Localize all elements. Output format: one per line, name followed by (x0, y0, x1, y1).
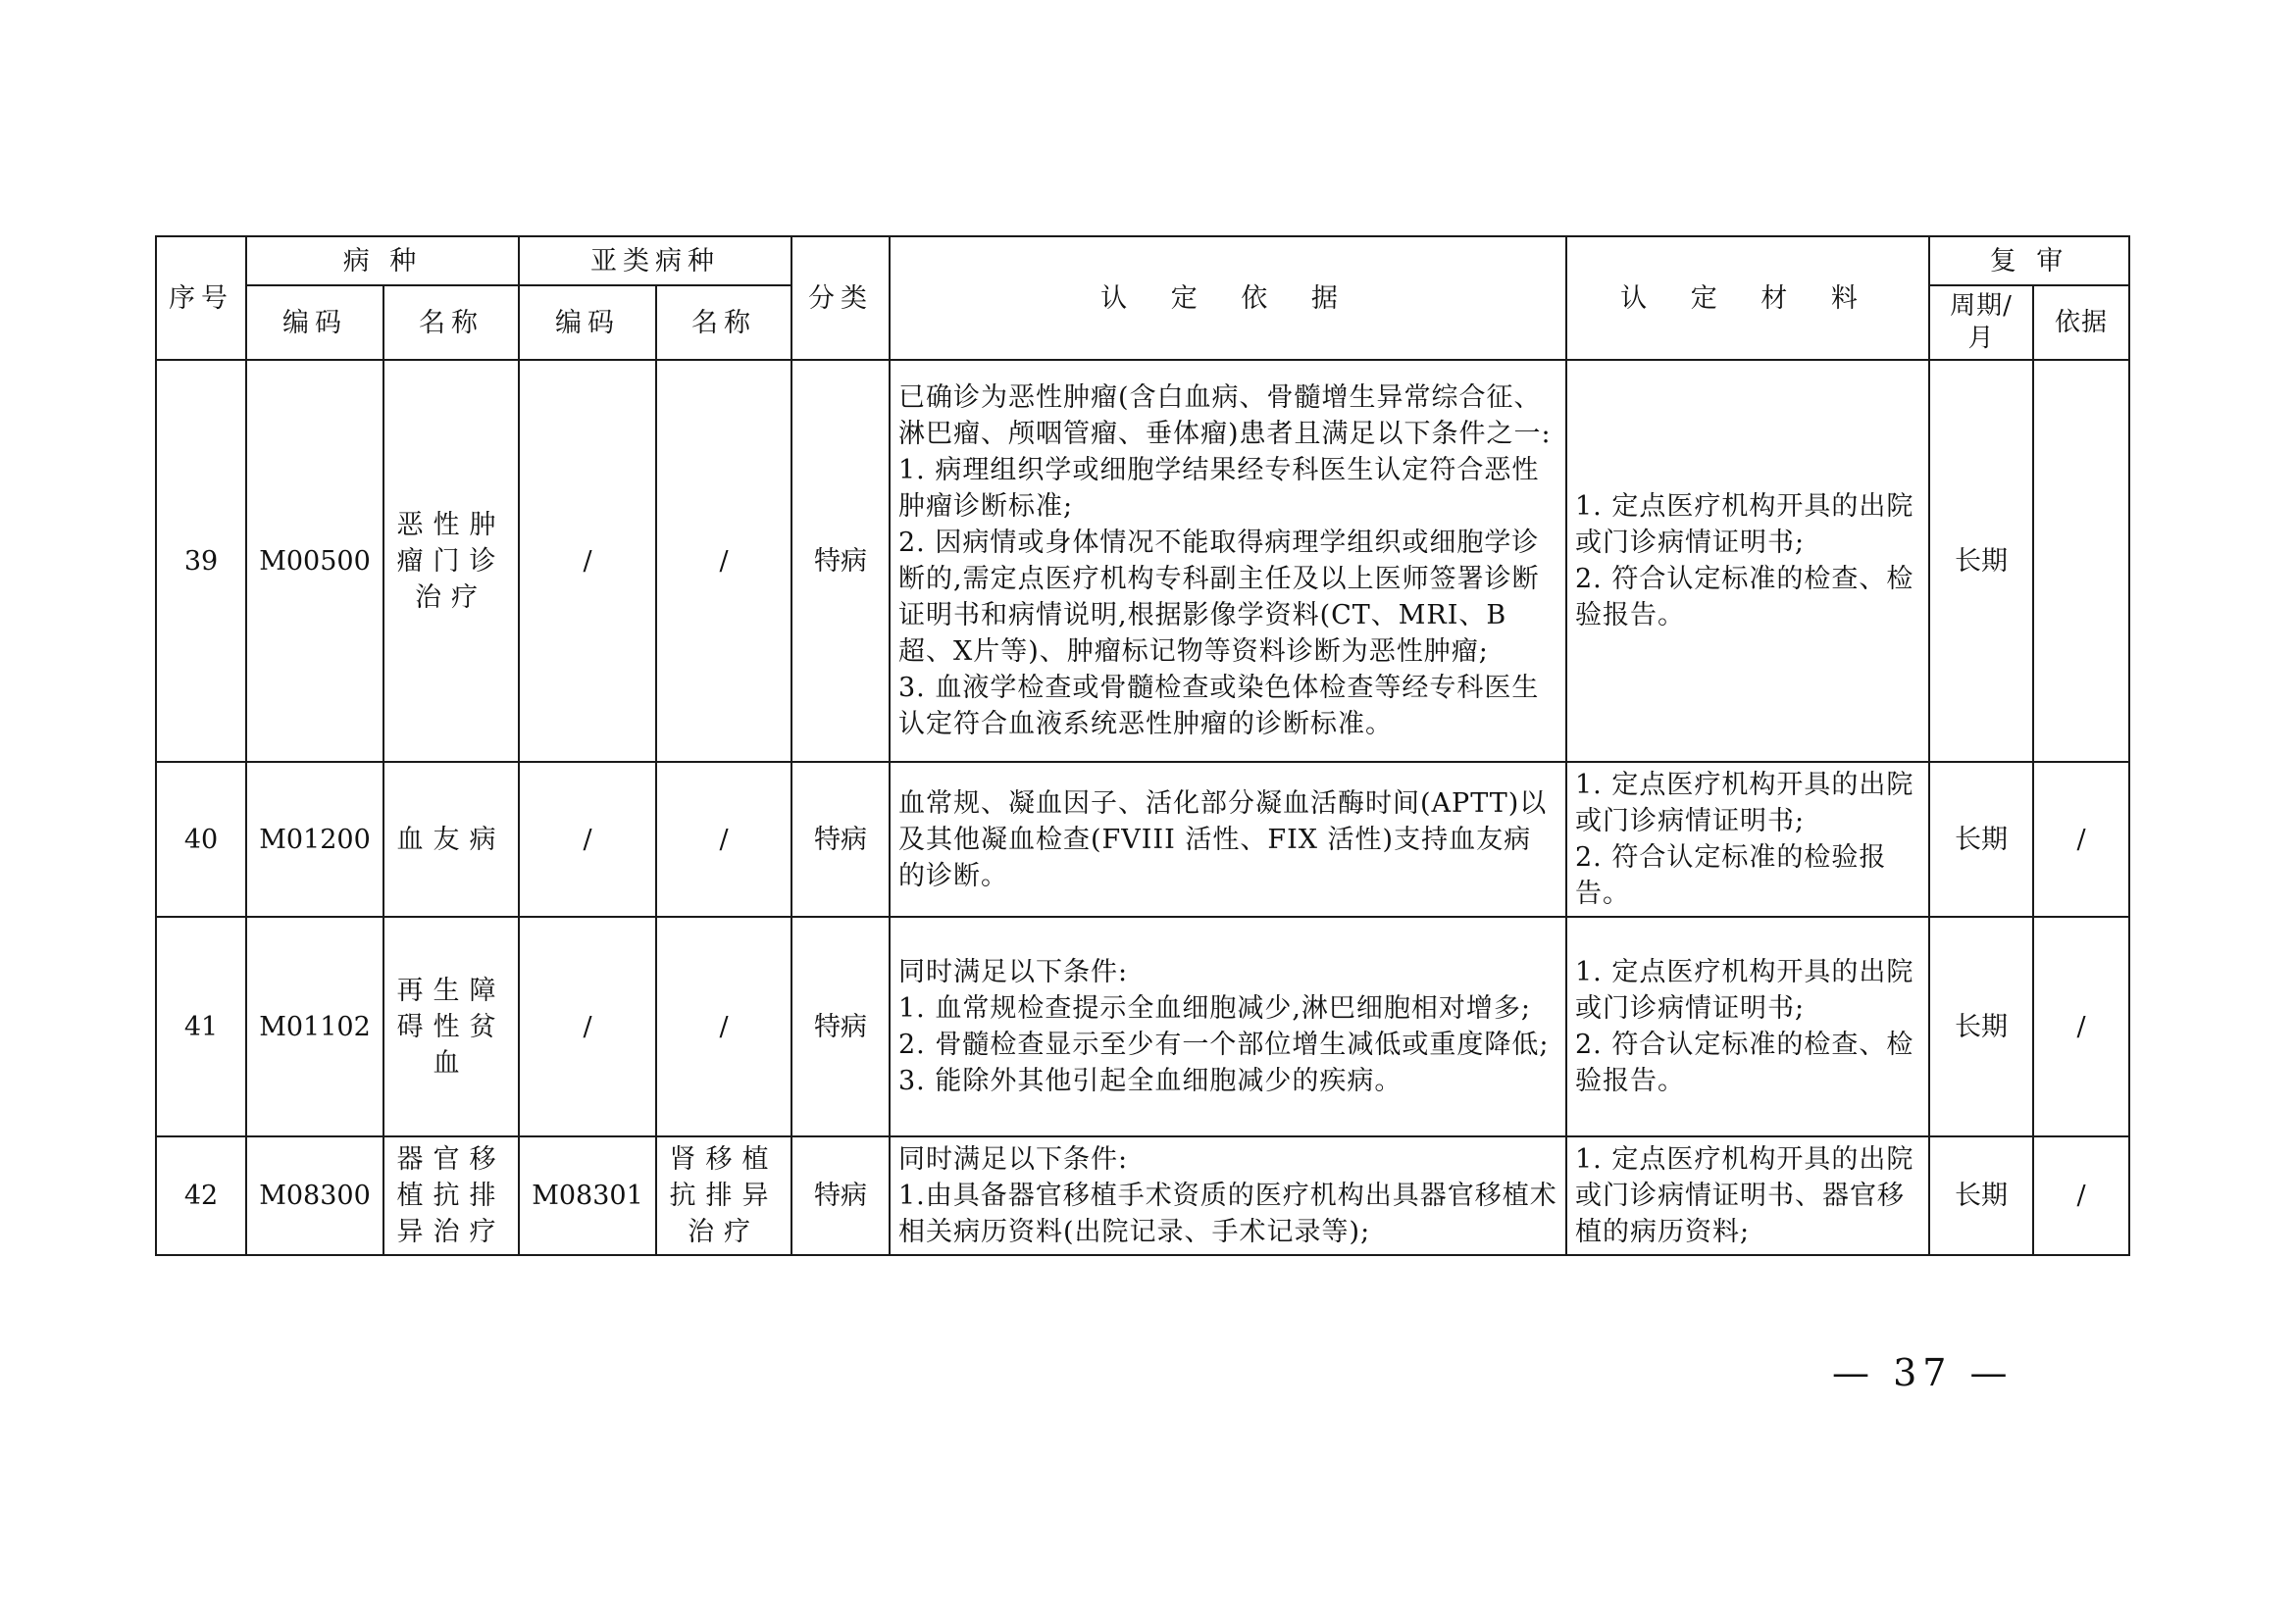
materials-line: 2. 符合认定标准的检查、检验报告。 (1575, 1030, 1914, 1096)
row-seq: 42 (156, 1136, 246, 1255)
row-materials (1566, 917, 1929, 1136)
materials-line: 2. 符合认定标准的检查、检验报告。 (1575, 564, 1914, 630)
basis-line: 3. 血液学检查或骨髓检查或染色体检查等经专科医生认定符合血液系统恶性肿瘤的诊断标准。 (898, 673, 1540, 739)
basis-line: 同时满足以下条件: (898, 1144, 1129, 1175)
basis-line: 血常规、凝血因子、活化部分凝血活酶时间(APTT)以及其他凝血检查(FVIII 活性、FIX 活性)支持血友病的诊断。 (898, 787, 1548, 891)
materials-line: 1. 定点医疗机构开具的出院或门诊病情证明书; (1575, 491, 1914, 558)
header-review-basis: 依据 (2033, 285, 2129, 360)
page-number: — 37 — (1832, 1351, 2014, 1394)
basis-line: 2. 骨髓检查显示至少有一个部位增生减低或重度降低; (898, 1030, 1550, 1060)
table-row (156, 1136, 2129, 1255)
header-review-group: 复 审 (1929, 236, 2129, 285)
row-review-period: 长期 (1929, 360, 2033, 762)
row-review-basis: / (2033, 762, 2129, 917)
header-basis: 认 定 依 据 (890, 236, 1566, 360)
table-row (156, 917, 2129, 1136)
basis-line: 2. 因病情或身体情况不能取得病理学组织或细胞学诊断的,需定点医疗机构专科副主任及以上医师签署诊断证明书和病情说明,根据影像学资料(CT、MRI、B超、X片等)、肿瘤标记物等资料诊断为恶性肿瘤; (898, 528, 1540, 667)
basis-line: 1. 血常规检查提示全血细胞减少,淋巴细胞相对增多; (898, 993, 1532, 1024)
row-code: M01102 (246, 917, 383, 1136)
row-materials (1566, 762, 1929, 917)
row-seq: 40 (156, 762, 246, 917)
row-basis (890, 762, 1566, 917)
basis-line: 3. 能除外其他引起全血细胞减少的疾病。 (898, 1066, 1403, 1096)
row-sub-code: / (519, 762, 656, 917)
row-review-period: 长期 (1929, 917, 2033, 1136)
row-basis (890, 1136, 1566, 1255)
row-review-basis: / (2033, 1136, 2129, 1255)
header-name: 名称 (383, 285, 519, 360)
document-table-container (155, 235, 2128, 1247)
row-review-basis (2033, 360, 2129, 762)
basis-line: 1. 病理组织学或细胞学结果经专科医生认定符合恶性肿瘤诊断标准; (898, 455, 1540, 522)
disease-criteria-table (155, 235, 2130, 1256)
header-sub-code: 编码 (519, 285, 656, 360)
row-sub-code: M08301 (519, 1136, 656, 1255)
row-name: 器官移植抗排异治疗 (383, 1136, 519, 1255)
row-category: 特病 (791, 360, 890, 762)
row-materials (1566, 1136, 1929, 1255)
row-review-basis: / (2033, 917, 2129, 1136)
row-sub-code: / (519, 360, 656, 762)
header-category: 分类 (791, 236, 890, 360)
row-basis (890, 360, 1566, 762)
basis-line: 1.由具备器官移植手术资质的医疗机构出具器官移植术相关病历资料(出院记录、手术记录等); (898, 1181, 1557, 1247)
row-seq: 39 (156, 360, 246, 762)
row-category: 特病 (791, 1136, 890, 1255)
row-code: M08300 (246, 1136, 383, 1255)
row-sub-name: / (656, 762, 791, 917)
basis-line: 同时满足以下条件: (898, 957, 1129, 987)
materials-line: 1. 定点医疗机构开具的出院或门诊病情证明书; (1575, 957, 1914, 1024)
row-name: 再生障碍性贫血 (383, 917, 519, 1136)
header-subtype-group: 亚类病种 (519, 236, 791, 285)
materials-line: 1. 定点医疗机构开具的出院或门诊病情证明书、器官移植的病历资料; (1575, 1144, 1914, 1247)
header-code: 编码 (246, 285, 383, 360)
row-review-period: 长期 (1929, 1136, 2033, 1255)
header-seq: 序号 (156, 236, 246, 360)
row-category: 特病 (791, 762, 890, 917)
header-disease-group: 病 种 (246, 236, 519, 285)
row-sub-code: / (519, 917, 656, 1136)
materials-line: 2. 符合认定标准的检验报告。 (1575, 842, 1887, 909)
row-code: M00500 (246, 360, 383, 762)
row-review-period: 长期 (1929, 762, 2033, 917)
row-category: 特病 (791, 917, 890, 1136)
row-name: 血友病 (383, 762, 519, 917)
basis-line: 已确诊为恶性肿瘤(含白血病、骨髓增生异常综合征、淋巴瘤、颅咽管瘤、垂体瘤)患者且满足以下条件之一: (898, 382, 1552, 449)
row-basis (890, 917, 1566, 1136)
header-sub-name: 名称 (656, 285, 791, 360)
row-seq: 41 (156, 917, 246, 1136)
row-sub-name: / (656, 917, 791, 1136)
row-sub-name: / (656, 360, 791, 762)
header-review-period: 周期/月 (1929, 285, 2033, 360)
row-sub-name: 肾移植抗排异治疗 (656, 1136, 791, 1255)
table-row (156, 762, 2129, 917)
header-materials: 认 定 材 料 (1566, 236, 1929, 360)
row-materials (1566, 360, 1929, 762)
materials-line: 1. 定点医疗机构开具的出院或门诊病情证明书; (1575, 770, 1914, 836)
row-name: 恶性肿瘤门诊治疗 (383, 360, 519, 762)
row-code: M01200 (246, 762, 383, 917)
table-row (156, 360, 2129, 762)
